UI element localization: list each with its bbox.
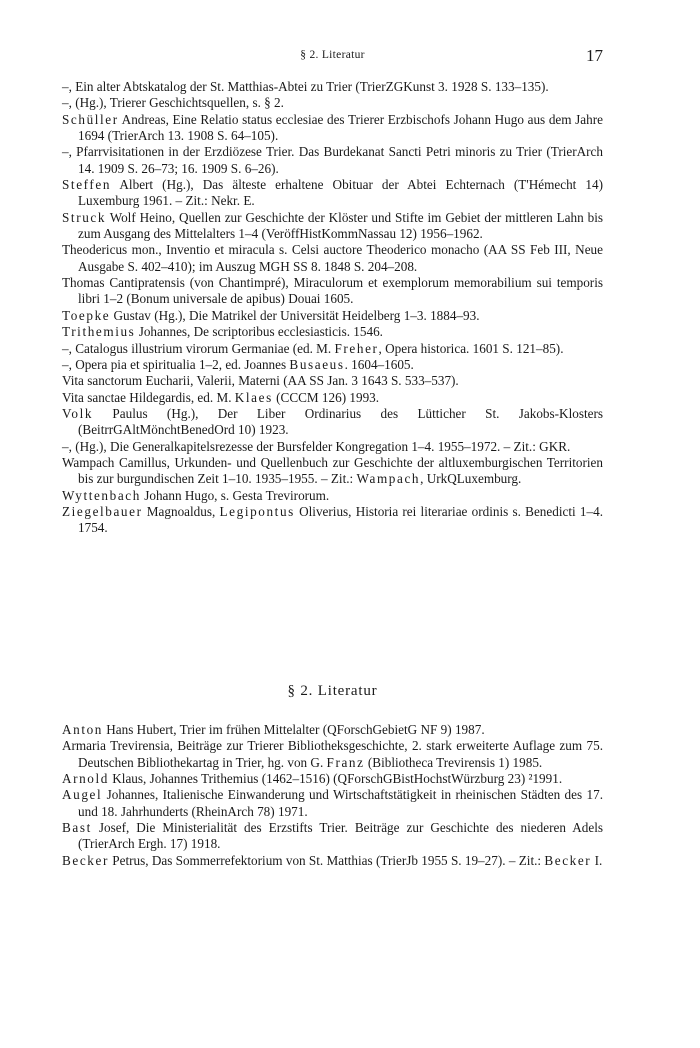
entry-text: Paulus (Hg.), Der Liber Ordinarius des Lütticher St. Jakobs-Klosters (BeitrrGAltMönchtBenedOrd 10) 1923. <box>78 405 603 438</box>
entry-text: Thomas Cantipratensis (von Chantimpré), Miraculorum et exemplorum memorabilium sui temporis libri 1–2 (Bonum universale de apibus) Douai 1605. <box>62 275 603 307</box>
bibliography-entry <box>62 738 603 771</box>
entry-text: Albert (Hg.), Das älteste erhaltene Obituar der Abtei Echternach (T'Hémecht 14) Luxemburg 1961. – Zit.: Nekr. E. <box>78 177 603 209</box>
entry-text: –, (Hg.), Trierer Geschichtsquellen, s. § 2. <box>62 95 284 111</box>
author-name: Trithemius <box>62 324 136 340</box>
author-name: Wyttenbach <box>62 487 141 503</box>
entry-text: Vita sanctorum Eucharii, Valerii, Materni (AA SS Jan. 3 1643 S. 533–537). <box>62 373 459 389</box>
author-name: Busaeus <box>289 356 345 372</box>
author-name: Becker <box>62 852 109 868</box>
bibliography-list-sources <box>62 79 603 537</box>
page-number: 17 <box>586 46 603 65</box>
entry-text: Hans Hubert, Trier im frühen Mittelalter (QForschGebietG NF 9) 1987. <box>102 722 485 737</box>
bibliography-entry <box>62 177 603 210</box>
entry-text: Johannes, Italienische Einwanderung und Wirtschaftstätigkeit in rheinischen Städten des 17. und 18. Jahrhunderts (RheinArch 78) 1971. <box>78 787 603 819</box>
author-name: Klaes <box>234 389 273 405</box>
entry-text: , Opera historica. 1601 S. 121–85). <box>378 340 564 356</box>
entry-text: Johannes, De scriptoribus ecclesiasticis. 1546. <box>135 324 383 340</box>
bibliography-list-literature <box>62 722 603 869</box>
entry-text: Johann Hugo, s. Gesta Trevirorum. <box>140 487 330 503</box>
bibliography-entry <box>62 95 603 111</box>
bibliography-entry <box>62 722 603 738</box>
author-name: Becker <box>544 852 592 868</box>
entry-text: –, Pfarrvisitationen in der Erzdiözese Trier. Das Burdekanat Sancti Petri minoris zu Trier (TrierArch 14. 1909 S. 26–73; 16. 1909 S. 6–26). <box>62 144 603 176</box>
running-header <box>62 46 603 68</box>
bibliography-entry <box>62 406 603 439</box>
bibliography-entry <box>62 79 603 95</box>
author-name: Schüller <box>62 111 119 127</box>
entry-text: Josef, Die Ministerialität des Erzstifts Trier. Beiträge zur Geschichte des niederen Adels (TrierArch Ergh. 17) 1918. <box>78 820 603 852</box>
author-name: Legipontus <box>219 503 295 519</box>
bibliography-entry <box>62 439 603 455</box>
entry-text: . 1604–1605. <box>344 356 414 372</box>
entry-text: –, Opera pia et spiritualia 1–2, ed. Joannes <box>62 356 290 372</box>
running-title: § 2. Literatur <box>300 49 365 61</box>
author-name: Arnold <box>62 771 109 787</box>
entry-text: , UrkQLuxemburg. <box>420 471 522 487</box>
entry-text: Theodericus mon., Inventio et miracula s. Celsi auctore Theoderico monacho (AA SS Feb III, Neue Ausgabe S. 402–410); im Auszug MGH SS 8. 1848 S. 204–208. <box>62 242 603 274</box>
bibliography-entry <box>62 324 603 340</box>
bibliography-entry <box>62 787 603 820</box>
bibliography-entry <box>62 820 603 853</box>
bibliography-entry <box>62 488 603 504</box>
entry-text: Gustav (Hg.), Die Matrikel der Universität Heidelberg 1–3. 1884–93. <box>110 307 480 323</box>
entry-text: Vita sanctae Hildegardis, ed. M. <box>62 389 235 405</box>
author-name: Wampach <box>356 471 421 487</box>
bibliography-entry <box>62 853 603 869</box>
entry-text: Oliverius, Historia rei literariae ordinis s. Benedicti 1–4. 1754. <box>78 503 603 536</box>
author-name: Freher <box>334 340 379 356</box>
bibliography-entry <box>62 771 603 787</box>
entry-text: (CCCM 126) 1993. <box>272 389 380 405</box>
author-name: Anton <box>62 722 103 737</box>
author-name: Steffen <box>62 177 112 193</box>
author-name: Ziegelbauer <box>62 503 143 519</box>
section-heading: § 2. Literatur <box>287 683 378 699</box>
author-name: Franz <box>326 754 365 770</box>
bibliography-entry <box>62 112 603 145</box>
author-name: Toepke <box>62 307 111 323</box>
bibliography-entry <box>62 455 603 488</box>
entry-text: –, (Hg.), Die Generalkapitelsrezesse der Bursfelder Kongregation 1–4. 1955–1972. – Zit.: GKR. <box>62 438 571 454</box>
bibliography-entry <box>62 308 603 324</box>
entry-text: Wampach Camillus, Urkunden- und Quellenbuch zur Geschichte der altluxemburgischen Territorien bis zur burgundischen Zeit 1–10. 1935–1955. – Zit.: <box>62 454 603 487</box>
entry-text: Armaria Trevirensia, Beiträge zur Trierer Bibliotheksgeschichte, 2. stark erweiterte Auflage zum 75. Deutschen Bibliothekartag in Trier, hg. von G. <box>62 738 603 770</box>
bibliography-entry <box>62 357 603 373</box>
entry-text: Petrus, Das Sommerrefektorium von St. Matthias (TrierJb 1955 S. 19–27). – Zit.: <box>108 852 545 868</box>
author-name: Augel <box>62 787 103 803</box>
author-name: Struck <box>62 209 107 225</box>
entry-text: Andreas, Eine Relatio status ecclesiae des Trierer Erzbischofs Johann Hugo aus dem Jahre 1694 (TrierArch 13. 1908 S. 64–105). <box>78 111 603 144</box>
entry-text: Magnoaldus, <box>142 503 220 519</box>
entry-text: –, Ein alter Abtskatalog der St. Matthias-Abtei zu Trier (TrierZGKunst 3. 1928 S. 133–135). <box>62 79 549 94</box>
entry-text: –, Catalogus illustrium virorum Germaniae (ed. M. <box>62 340 335 356</box>
entry-text: Klaus, Johannes Trithemius (1462–1516) (QForschGBistHochstWürzburg 23) ²1991. <box>108 771 563 787</box>
author-name: Bast <box>62 820 92 836</box>
bibliography-entry <box>62 504 603 537</box>
bibliography-entry <box>62 373 603 389</box>
entry-text: I. <box>591 852 603 868</box>
bibliography-entry <box>62 341 603 357</box>
bibliography-entry <box>62 390 603 406</box>
author-name: Volk <box>62 405 94 421</box>
bibliography-entry <box>62 144 603 177</box>
bibliography-entry <box>62 210 603 243</box>
bibliography-entry <box>62 242 603 275</box>
entry-text: (Bibliotheca Trevirensis 1) 1985. <box>364 754 543 770</box>
entry-text: Wolf Heino, Quellen zur Geschichte der Klöster und Stifte im Gebiet der mittleren Lahn bis zum Ausgang des Mittelalters 1–4 (VeröffHistKommNassau 12) 1956–1962. <box>78 209 603 242</box>
bibliography-entry <box>62 275 603 308</box>
